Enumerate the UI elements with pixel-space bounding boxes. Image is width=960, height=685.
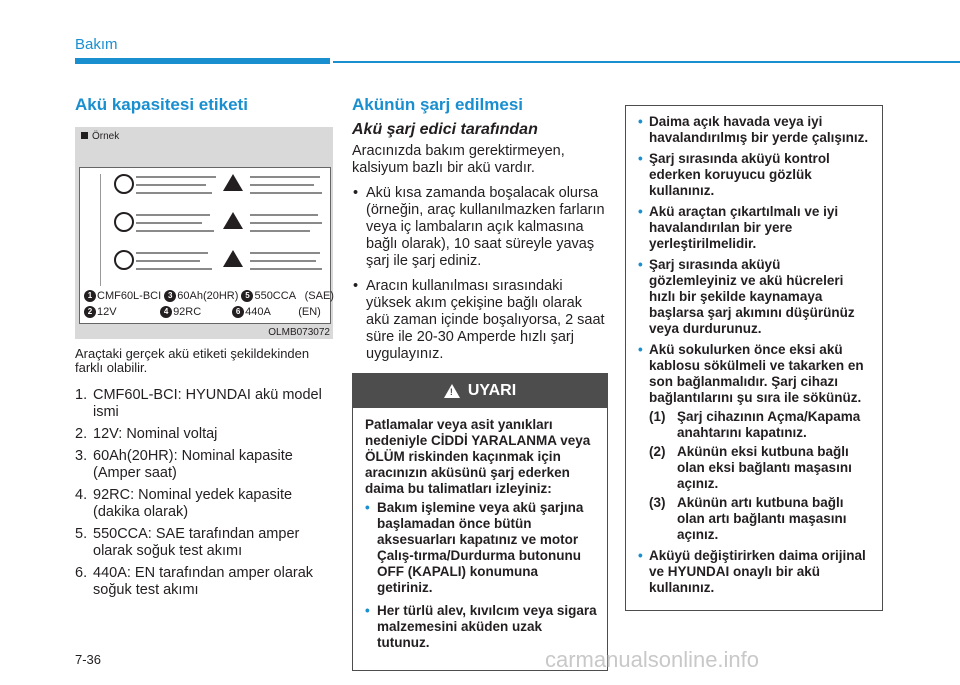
square-icon	[81, 132, 88, 139]
number-badge-4: 4	[160, 306, 172, 318]
spec-row-2: 2 12V 4 92RC 6 440A (EN)	[84, 306, 321, 318]
explosive-warning-icon	[223, 250, 243, 267]
battery-label-title: Akü kapasitesi etiketi	[75, 95, 248, 114]
number-badge-5: 5	[241, 290, 253, 302]
number-badge-1: 1	[84, 290, 96, 302]
list-item: • Daima açık havada veya iyi havalandırılmış bir yerde çalışınız.	[638, 114, 869, 145]
warning-body	[353, 408, 607, 670]
list-item: 6. 440A: EN tarafından amper olarak soğuk test akımı	[75, 565, 314, 598]
battery-label-figure	[75, 127, 333, 339]
header-rule-thin	[333, 61, 960, 63]
list-item: 3. 60Ah(20HR): Nominal kapasite (Amper saat)	[75, 448, 293, 481]
section-name: Bakım	[75, 36, 118, 53]
middle-column	[352, 95, 608, 671]
list-item: • Aküyü değiştirirken daima orijinal ve HYUNDAI onaylı bir akü kullanınız.	[638, 548, 866, 595]
warning-lead: Patlamalar veya asit yanıkları nedeniyle CİDDİ YARALANMA veya ÖLÜM riskinden kaçınmak için aracınızın aküsünü şarj ederken daima bu talimatları izleyiniz:	[365, 417, 591, 496]
no-flame-icon	[114, 174, 134, 194]
list-item: • Akü araçtan çıkartılmalı ve iyi havalandırılan bir yere yerleştirilmelidir.	[638, 204, 839, 251]
spec-row-1: 1 CMF60L-BCI 3 60Ah(20HR) 5 550CCA (SAE)	[84, 290, 334, 302]
number-badge-2: 2	[84, 306, 96, 318]
acid-warning-icon	[223, 174, 243, 191]
charging-bullets	[352, 185, 608, 363]
list-item: • Bakım işlemine veya akü şarjına başlamadan önce bütün aksesuarları kapatınız ve motor Çalış-tırma/Durdurma butonunu OFF (KAPALI) konumuna getiriniz.	[365, 500, 584, 595]
charging-title: Akünün şarj edilmesi	[352, 95, 523, 114]
caution-strip	[86, 174, 101, 286]
warning-header: ! UYARI	[353, 374, 607, 408]
list-item: 2. 12V: Nominal voltaj	[75, 426, 218, 442]
warning-box	[352, 373, 608, 671]
list-item: • Aracın kullanılması sırasındaki yüksek akım çekişine bağlı olarak akü zaman içinde boşalıyorsa, 2 saat süre ile 20-30 Amperde hızlı şarj uygulayınız.	[353, 278, 605, 362]
figure-code: OLMB073072	[268, 327, 330, 338]
number-badge-6: 6	[232, 306, 244, 318]
list-item: • Şarj sırasında aküyü gözlemleyiniz ve akü hücreleri hızlı bir şekilde kaynamaya başlarsa şarj akımını düşürünüz veya durdurunuz.	[638, 257, 855, 336]
left-column	[75, 95, 333, 604]
figure-caption: Araçtaki gerçek akü etiketi şekildekinden farklı olabilir.	[75, 346, 310, 375]
warning-continuation-box	[625, 105, 883, 611]
right-column	[625, 105, 885, 611]
figure-example-label: Örnek	[81, 131, 119, 142]
keep-away-children-icon	[114, 250, 134, 270]
charging-intro: Aracınızda bakım gerektirmeyen, kalsiyum bazlı bir akü vardır.	[352, 143, 565, 176]
list-item: • Akü kısa zamanda boşalacak olursa (örneğin, araç kullanılmazken farların veya iç lambaların açık kalmasına bağlı olarak), 10 saat süreyle yavaş şarj ile şarj ediniz.	[353, 185, 605, 269]
list-item: • Şarj sırasında aküyü kontrol ederken koruyucu gözlük kullanınız.	[638, 151, 830, 198]
header-rule-thick	[75, 58, 330, 64]
step-item: (2) Akünün eksi kutbuna bağlı olan eksi bağlantı maşasını açınız.	[649, 444, 852, 491]
watermark: carmanualsonline.info	[545, 647, 760, 672]
warning-triangle-icon: !	[444, 384, 460, 398]
number-badge-3: 3	[164, 290, 176, 302]
battery-label-image	[79, 167, 334, 324]
eye-protection-icon	[114, 212, 134, 232]
list-item: 1. CMF60L-BCI: HYUNDAI akü model ismi	[75, 387, 322, 420]
step-item: (3) Akünün artı kutbuna bağlı olan artı bağlantı maşasını açınız.	[649, 495, 847, 542]
spec-list	[75, 387, 333, 599]
page-number: 7-36	[75, 652, 102, 667]
list-item: • Akü sokulurken önce eksi akü kablosu sökülmeli ve takarken en son bağlanmalıdır. Şarj cihazı bağlantılarını şu sıra ile sökünüz. (1) Şarj cihazının Açma/Kapama anahtarını kapatınız. (2) Akünün eksi kutbuna bağlı olan eksi bağlantı maşasını açınız. (3) Akünün artı kutbuna bağlı olan artı bağlantı maşasını açınız.	[638, 342, 870, 543]
manual-warning-icon	[223, 212, 243, 229]
list-item: 5. 550CCA: SAE tarafından amper olarak soğuk test akımı	[75, 526, 300, 559]
step-item: (1) Şarj cihazının Açma/Kapama anahtarını kapatınız.	[649, 409, 861, 440]
charging-subtitle: Akü şarj edici tarafından	[352, 121, 538, 138]
list-item: • Her türlü alev, kıvılcım veya sigara malzemesini aküden uzak tutunuz.	[365, 603, 597, 650]
list-item: 4. 92RC: Nominal yedek kapasite (dakika olarak)	[75, 487, 293, 520]
